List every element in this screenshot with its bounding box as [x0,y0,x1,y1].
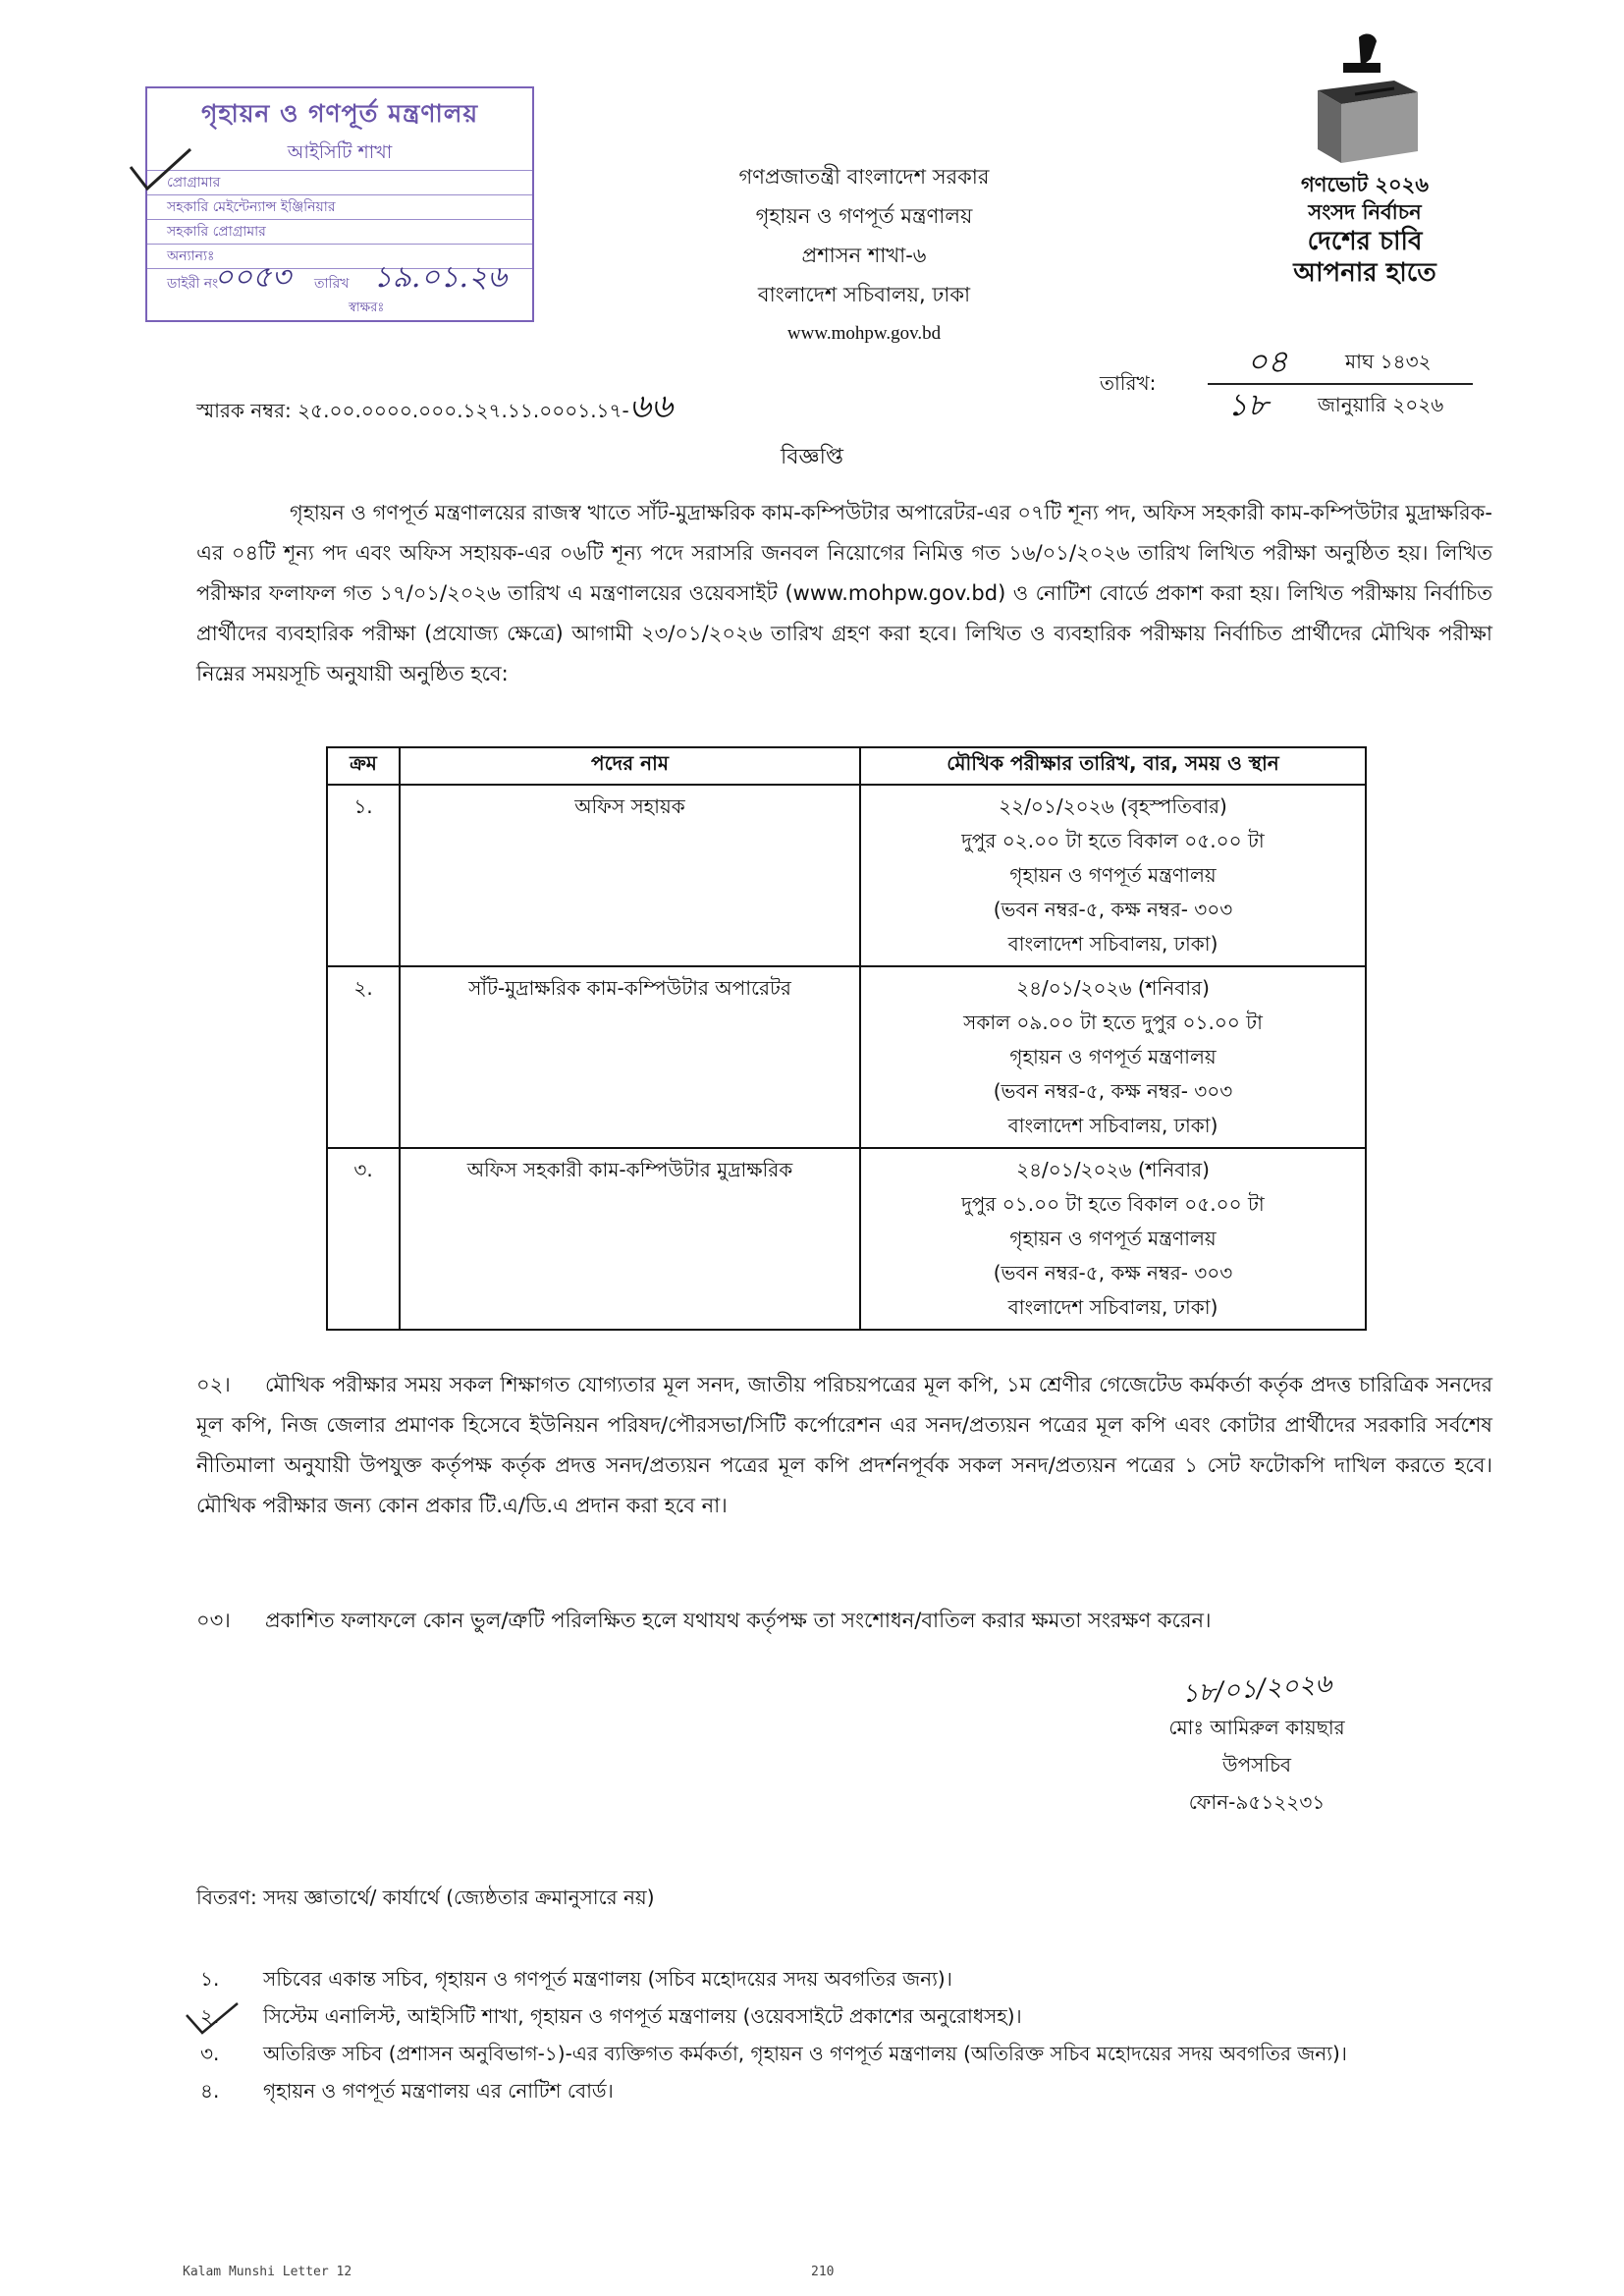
date-label: তারিখ: [1100,371,1157,395]
table-header: পদের নাম [400,747,860,785]
receipt-stamp [145,86,534,322]
stamp-row: প্রোগ্রামার [147,170,532,194]
stamp-diary-row [147,260,532,299]
paragraph-text: প্রকাশিত ফলাফলে কোন ভুল/ত্রুটি পরিলক্ষিত হলে যথাযথ কর্তৃপক্ষ তা সংশোধন/বাতিল করার ক্ষমতা সংরক্ষণ করেন। [265,1609,1212,1632]
table-header-row [327,747,1366,785]
stamp-subtitle: আইসিটি শাখা [287,141,393,163]
schedule-room: (ভবন নম্বর-৫, কক্ষ নম্বর- ৩০৩ [993,898,1233,921]
schedule-time: সকাল ০৯.০০ টা হতে দুপুর ০১.০০ টা [963,1011,1263,1034]
date-block [1100,340,1473,426]
paragraph-number: ০২। [196,1373,231,1396]
schedule-place: বাংলাদেশ সচিবালয়, ঢাকা) [1007,1295,1218,1319]
stamp-date: ১৯.০১.২৬ [373,260,507,295]
stamp-title: গৃহায়ন ও গণপূর্ত মন্ত্রণালয় [200,99,479,128]
footer-left: Kalam Munshi Letter 12 [183,2265,352,2279]
schedule-time: দুপুর ০১.০০ টা হতে বিকাল ০৫.০০ টা [961,1192,1265,1216]
schedule-room: (ভবন নম্বর-৫, কক্ষ নম্বর- ৩০৩ [993,1261,1233,1285]
row-post: সাঁট-মুদ্রাক্ষরিক কাম-কম্পিউটার অপারেটর [400,966,860,1148]
list-text: সচিবের একান্ত সচিব, গৃহায়ন ও গণপূর্ত মন্ত্রণালয় (সচিব মহোদয়ের সদয় অবগতির জন্য)। [263,1967,952,1991]
logo-line4: আপনার হাতে [1293,258,1436,288]
signatory-designation: উপসচিব [1221,1753,1291,1777]
stamp-diary-label: ডাইরী নং [167,276,219,292]
table-row [327,785,1366,966]
distribution-label: বিতরণ: সদয় জ্ঞাতার্থে/ কার্যার্থে (জ্যেষ্ঠতার ক্রমানুসারে নয়) [196,1886,655,1909]
footer-page: 210 [811,2265,835,2279]
row-post: অফিস সহায়ক [400,785,860,966]
schedule-time: দুপুর ০২.০০ টা হতে বিকাল ০৫.০০ টা [961,829,1265,852]
list-item [196,1960,1492,1997]
date-bn-day: ০৪ [1247,343,1288,380]
row-schedule [860,785,1366,966]
paragraph-number: ০৩। [196,1609,231,1632]
stamp-date-label: তারিখ [314,276,350,292]
election-logo [1208,29,1522,289]
paragraph-2 [196,1365,1492,1526]
schedule-room: (ভবন নম্বর-৫, কক্ষ নম্বর- ৩০৩ [993,1079,1233,1103]
stamp-sign-label: স্বাক্ষরঃ [349,301,385,315]
header-line: গণপ্রজাতন্ত্রী বাংলাদেশ সরকার [738,165,990,189]
intro-paragraph: গৃহায়ন ও গণপূর্ত মন্ত্রণালয়ের রাজস্ব খাতে সাঁট-মুদ্রাক্ষরিক কাম-কম্পিউটার অপারেটর-এর ০৭টি শূন্য পদ, অফিস সহকারী কাম-কম্পিউটার মুদ্রাক্ষরিক-এর ০৪টি শূন্য পদ এবং অফিস সহায়ক-এর ০৬টি শূন্য পদে সরাসরি জনবল নিয়োগের নিমিত্ত গত ১৬/০১/২০২৬ তারিখ লিখিত পরীক্ষা অনুষ্ঠিত হয়। লিখিত পরীক্ষার ফলাফল গত ১৭/০১/২০২৬ তারিখ এ মন্ত্রণালয়ের ওয়েবসাইট (www.mohpw.gov.bd) ও নোটিশ বোর্ডে প্রকাশ করা হয়। লিখিত পরীক্ষায় নির্বাচিত প্রার্থীদের ব্যবহারিক পরীক্ষা (প্রযোজ্য ক্ষেত্রে) আগামী ২৩/০১/২০২৬ তারিখ গ্রহণ করা হবে। লিখিত ও ব্যবহারিক পরীক্ষায় নির্বাচিত প্রার্থীদের মৌখিক পরীক্ষা নিম্নের সময়সূচি অনুযায়ী অনুষ্ঠিত হবে: [196,501,1492,685]
signatory-name: মোঃ আমিরুল কায়ছার [1168,1716,1345,1739]
logo-line3: দেশের চাবি [1307,227,1423,256]
memo-label: স্মারক নম্বর: [196,399,292,422]
schedule-date: ২৪/০১/২০২৬ (শনিবার) [1016,976,1210,1000]
row-post: অফিস সহকারী কাম-কম্পিউটার মুদ্রাক্ষরিক [400,1148,860,1330]
memo-number [196,381,673,437]
header-line: গৃহায়ন ও গণপূর্ত মন্ত্রণালয় [755,204,973,228]
list-text: অতিরিক্ত সচিব (প্রশাসন অনুবিভাগ-১)-এর ব্যক্তিগত কর্মকর্তা, গৃহায়ন ও গণপূর্ত মন্ত্রণালয় (অতিরিক্ত সচিব মহোদয়ের সদয় অবগতির জন্য)। [263,2042,1347,2065]
schedule-place: বাংলাদেশ সচিবালয়, ঢাকা) [1007,1114,1218,1137]
memo-handwritten: ৬৬ [628,387,673,426]
table-header: ক্রম [327,747,400,785]
logo-line2: সংসদ নির্বাচন [1308,200,1422,224]
date-en-month: জানুয়ারি ২০২৬ [1318,393,1444,416]
header-website: www.mohpw.gov.bd [786,323,942,344]
schedule-venue: গৃহায়ন ও গণপূর্ত মন্ত্রণালয় [1009,863,1217,887]
header-line: বাংলাদেশ সচিবালয়, ঢাকা [757,283,971,306]
distribution-list [196,1960,1492,2109]
list-number: ২. [200,2004,220,2028]
stamp-row: সহকারি প্রোগ্রামার [147,219,532,244]
schedule-venue: গৃহায়ন ও গণপূর্ত মন্ত্রণালয় [1009,1045,1217,1068]
interview-schedule-table [326,746,1367,1331]
date-bn-month: মাঘ ১৪৩২ [1345,350,1432,373]
row-serial: ৩. [327,1148,400,1330]
table-row [327,966,1366,1148]
list-item [196,2035,1492,2072]
check-mark-icon [126,145,194,194]
row-serial: ২. [327,966,400,1148]
schedule-venue: গৃহায়ন ও গণপূর্ত মন্ত্রণালয় [1009,1227,1217,1250]
letterhead [589,157,1139,354]
logo-line1: গণভোট ২০২৬ [1300,173,1429,196]
list-number: ৩. [200,2042,220,2065]
list-text: গৃহায়ন ও গণপূর্ত মন্ত্রণালয় এর নোটিশ বোর্ড। [263,2079,614,2103]
list-number: ৪. [200,2079,220,2103]
table-header: মৌখিক পরীক্ষার তারিখ, বার, সময় ও স্থান [860,747,1366,785]
paragraph-text: মৌখিক পরীক্ষার সময় সকল শিক্ষাগত যোগ্যতার মূল সনদ, জাতীয় পরিচয়পত্রের মূল কপি, ১ম শ্রেণীর গেজেটেড কর্মকর্তা কর্তৃক প্রদত্ত চারিত্রিক সনদের মূল কপি, নিজ জেলার প্রমাণক হিসেবে ইউনিয়ন পরিষদ/পৌরসভা/সিটি কর্পোরেশন এর সনদ/প্রত্যয়ন পত্রের মূল কপি এবং কোটার প্রার্থীদের সরকারি সর্বশেষ নীতিমালা অনুযায়ী উপযুক্ত কর্তৃপক্ষ কর্তৃক প্রদত্ত সনদ/প্রত্যয়ন পত্রের মূল কপি প্রদর্শনপূর্বক সকল সনদ/প্রত্যয়ন পত্রের ১ সেট ফটোকপি দাখিল করতে হবে। মৌখিক পরীক্ষার জন্য কোন প্রকার টি.এ/ডি.এ প্রদান করা হবে না। [196,1373,1492,1517]
signature-scribble: ১৮/০১/২০২৬ [1180,1668,1333,1710]
list-text: সিস্টেম এনালিস্ট, আইসিটি শাখা, গৃহায়ন ও গণপূর্ত মন্ত্রণালয় (ওয়েবসাইটে প্রকাশের অনুরোধসহ)। [263,2004,1022,2028]
memo-value: ২৫.০০.০০০০.০০০.১২৭.১১.০০০১.১৭- [298,399,629,422]
list-item [196,2072,1492,2109]
table-row [327,1148,1366,1330]
stamp-row: সহকারি মেইন্টেন্যান্স ইঞ্জিনিয়ার [147,194,532,219]
page-title: বিজ্ঞপ্তি [781,445,843,469]
list-number: ১. [200,1967,220,1991]
check-mark-icon [183,2001,242,2037]
signature-block [1110,1669,1404,1821]
schedule-place: বাংলাদেশ সচিবালয়, ঢাকা) [1007,932,1218,956]
paragraph-3 [196,1601,1492,1641]
row-schedule [860,966,1366,1148]
date-en-day: ১৮ [1227,386,1269,423]
schedule-date: ২২/০১/২০২৬ (বৃহস্পতিবার) [999,794,1227,818]
row-serial: ১. [327,785,400,966]
stamp-row: অন্যান্যঃ [147,244,532,268]
stamp-diary-no: ০০৫৩ [214,260,291,295]
list-item [196,1997,1492,2035]
row-schedule [860,1148,1366,1330]
schedule-date: ২৪/০১/২০২৬ (শনিবার) [1016,1158,1210,1181]
ballot-box-icon [1296,29,1434,167]
signatory-phone: ফোন-৯৫১২২৩১ [1188,1790,1326,1814]
header-line: প্রশাসন শাখা-৬ [801,244,927,267]
